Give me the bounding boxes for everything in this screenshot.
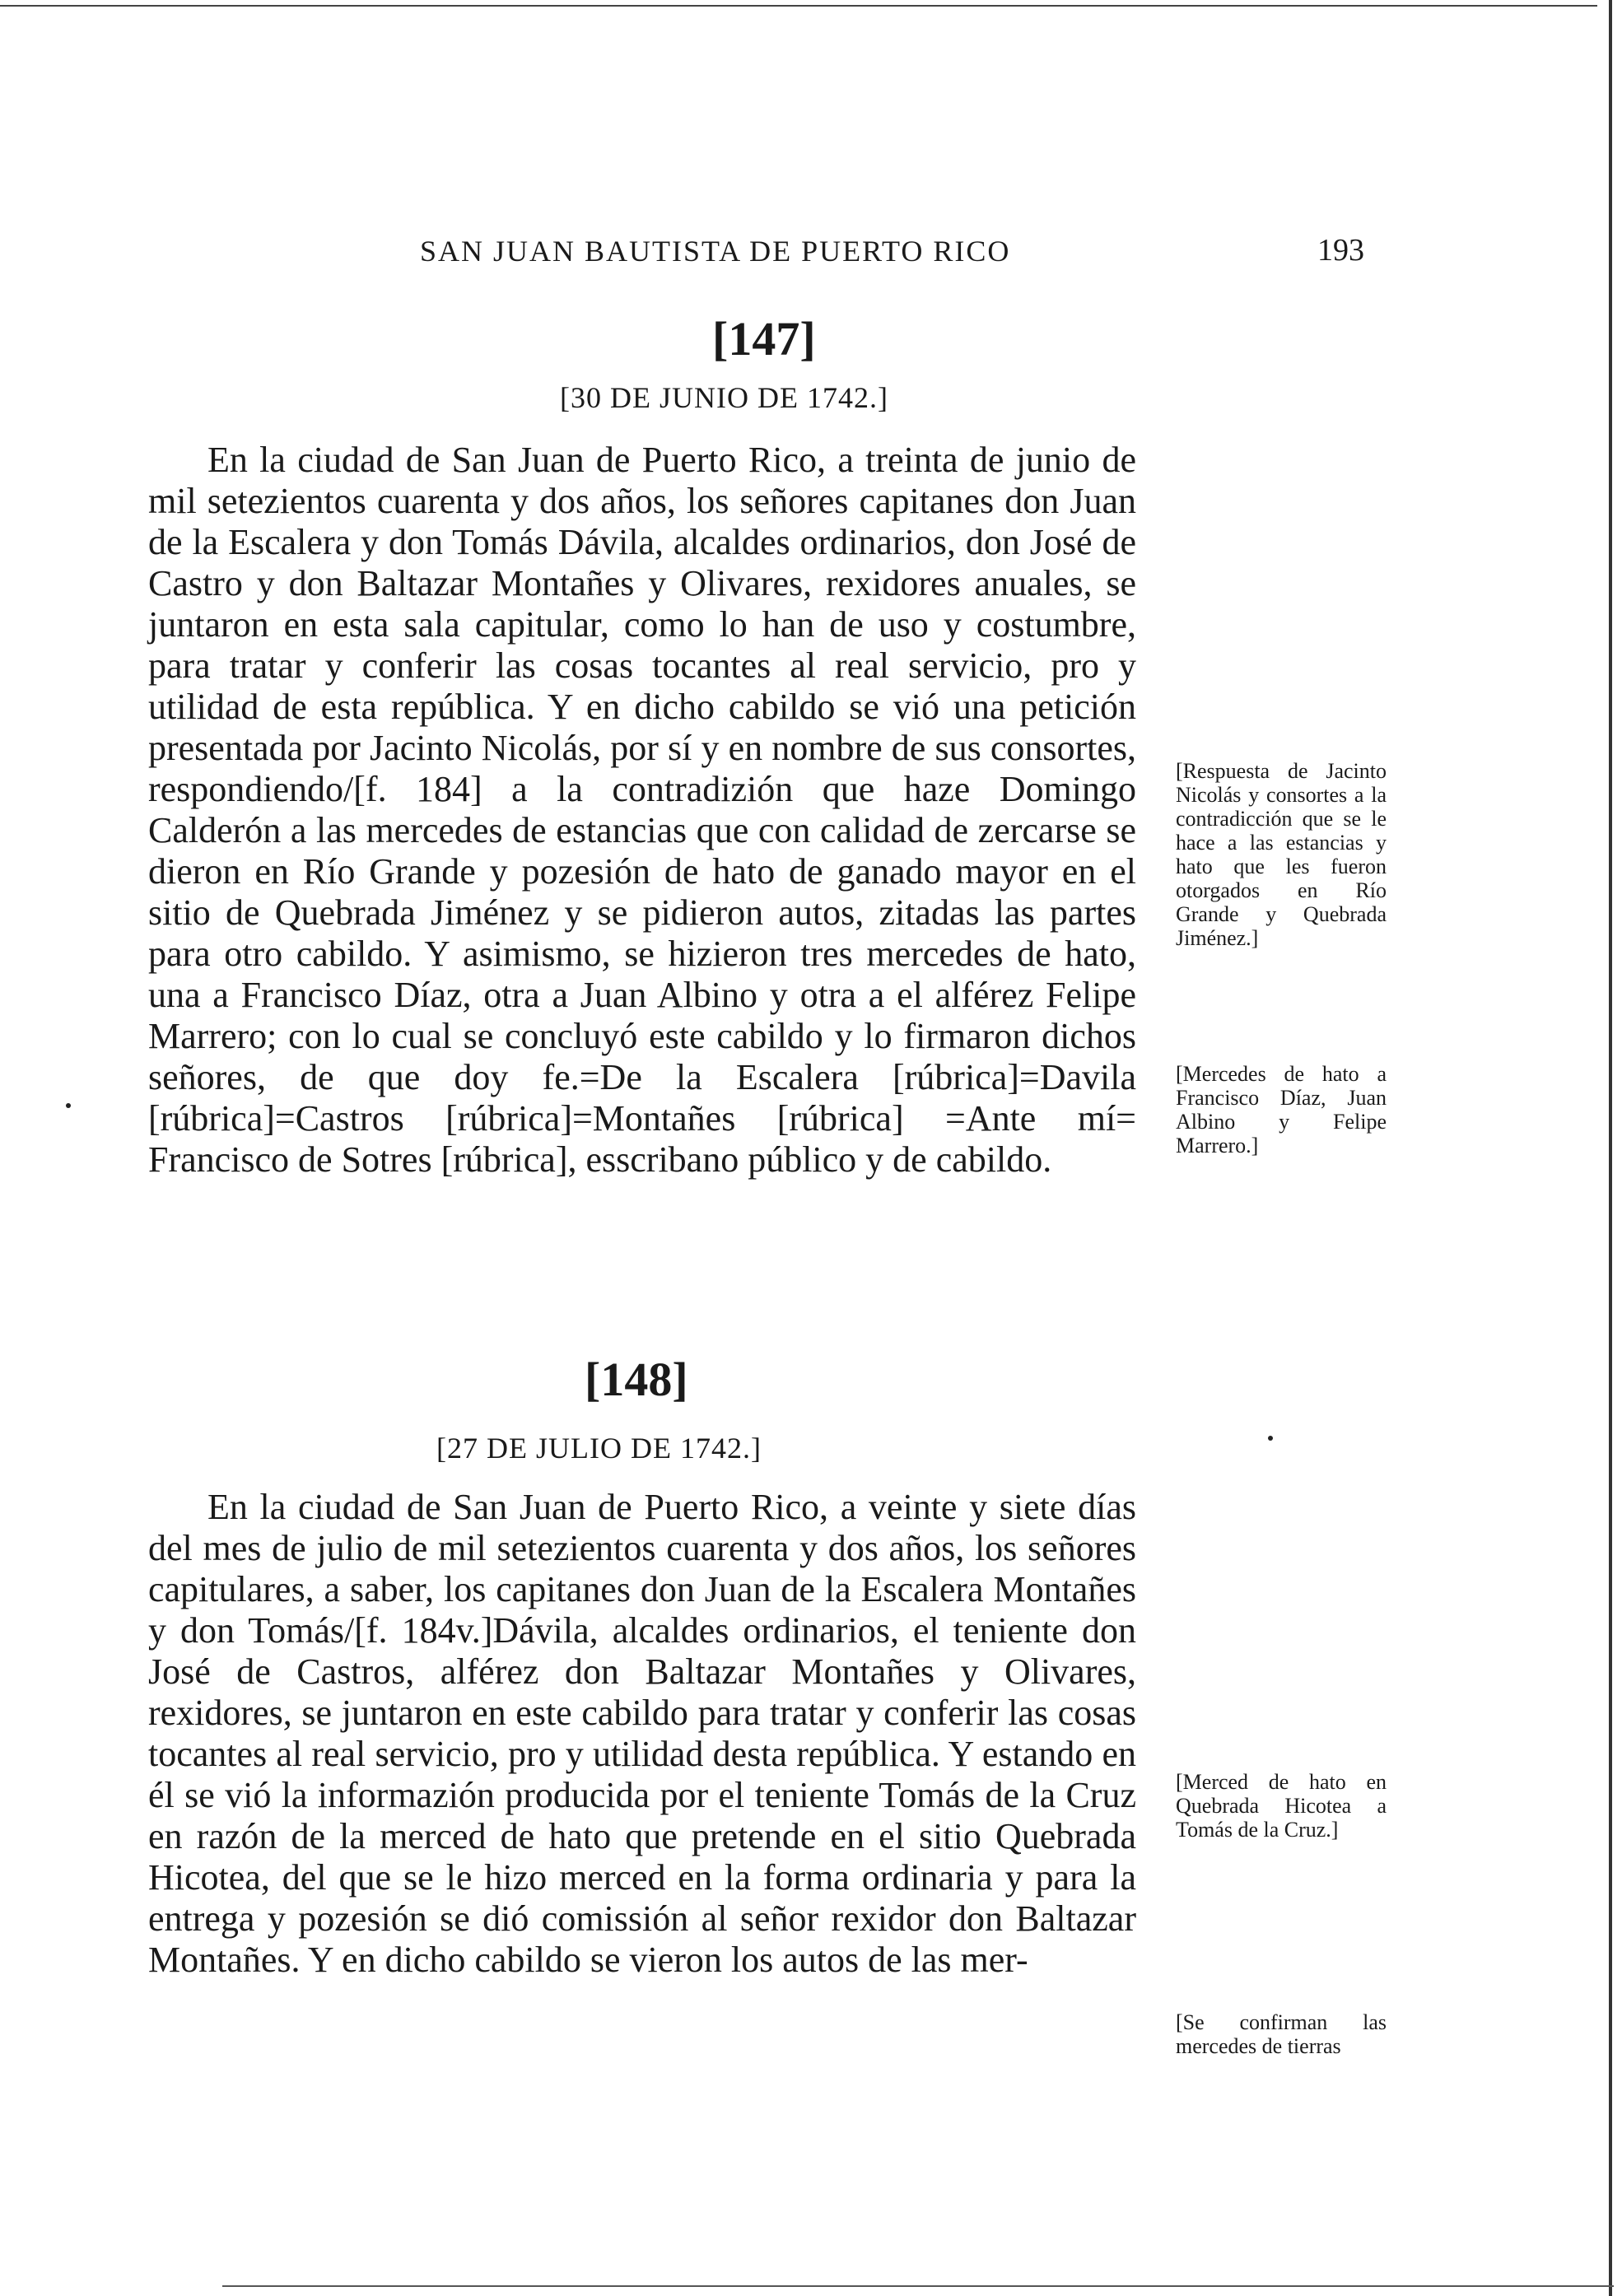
margin-note: [Merced de hato en Quebrada Hicotea a Tomás de la Cruz.] xyxy=(1176,1770,1387,1842)
document-number-148: [148] xyxy=(585,1353,688,1406)
running-head: SAN JUAN BAUTISTA DE PUERTO RICO xyxy=(420,235,1011,268)
top-rule xyxy=(0,5,1597,7)
page-edge xyxy=(1609,0,1612,2296)
page-number: 193 xyxy=(1317,233,1364,268)
document-body-147: En la ciudad de San Juan de Puerto Rico, a treinta de junio de mil setezientos cuarenta y dos años, los señores capitanes don Juan de la Escalera y don Tomás Dávila, alcaldes ordinarios, don José de Castro y don Baltazar Montañes y Olivares, rexidores anuales, se juntaron en esta sala capitular, como lo han de uso y costumbre, para tratar y conferir las cosas tocantes al real servicio, pro y utilidad de esta república. Y en dicho cabildo se vió una petición presentada por Jacinto Nicolás, por sí y en nombre de sus consortes, respondiendo/[f. 184] a la contradizión que haze Domingo Calderón a las mercedes de estancias que con calidad de zercarse se dieron en Río Grande y pozesión de hato de ganado mayor en el sitio de Quebrada Jiménez y se pidieron autos, zitadas las partes para otro cabildo. Y asimismo, se hizieron tres mercedes de hato, una a Francisco Díaz, otra a Juan Albino y otra a el alférez Felipe Marrero; con lo cual se concluyó este cabildo y lo firmaron dichos señores, de que doy fe.=De la Escalera [rúbrica]=Davila [rúbrica]=Castros [rúbrica]=Montañes [rúbrica] =Ante mí= Francisco de Sotres [rúbrica], esscribano público y de cabildo. xyxy=(148,440,1136,1180)
document-number-147: [147] xyxy=(712,312,816,366)
margin-note: [Mercedes de hato a Francisco Díaz, Juan Albino y Felipe Marrero.] xyxy=(1176,1062,1387,1157)
margin-note: [Se confirman las mercedes de tierras xyxy=(1176,2010,1387,2058)
stray-mark xyxy=(1268,1436,1273,1441)
bottom-rule xyxy=(222,2285,1614,2287)
document-body-148: En la ciudad de San Juan de Puerto Rico, a veinte y siete días del mes de julio de mil setezientos cuarenta y dos años, los señores capitulares, a saber, los capitanes don Juan de la Escalera Montañes y don Tomás/[f. 184v.]Dávila, alcaldes ordinarios, el teniente don José de Castros, alférez don Baltazar Montañes y Olivares, rexidores, se juntaron en este cabildo para tratar y conferir las cosas tocantes al real servicio, pro y utilidad desta república. Y estando en él se vió la informazión producida por el teniente Tomás de la Cruz en razón de la merced de hato que pretende en el sitio Quebrada Hicotea, del que se le hizo merced en la forma ordinaria y para la entrega y pozesión se dió comissión al señor rexidor don Baltazar Montañes. Y en dicho cabildo se vieron los autos de las mer- xyxy=(148,1487,1136,1980)
stray-mark xyxy=(66,1103,71,1108)
margin-note: [Respuesta de Jacinto Nicolás y consortes a la contradicción que se le hace a las estancias y hato que les fueron otorgados en Río Grande y Quebrada Jiménez.] xyxy=(1176,759,1387,950)
document-date-147: [30 DE JUNIO DE 1742.] xyxy=(560,381,888,414)
document-date-148: [27 DE JULIO DE 1742.] xyxy=(436,1432,762,1465)
